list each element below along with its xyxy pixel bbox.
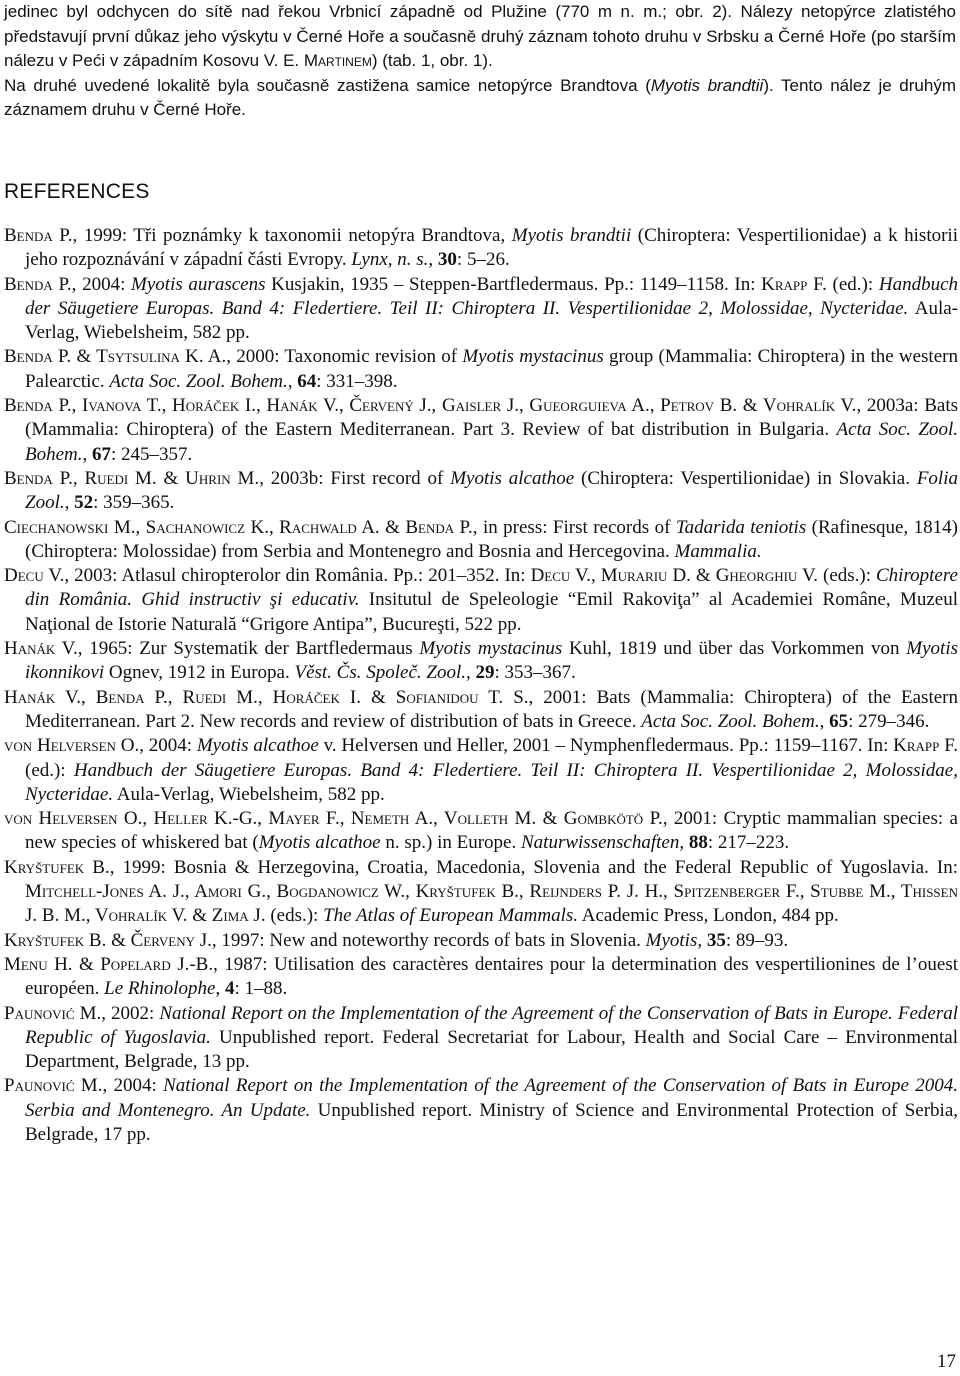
reference-item: Benda P., Ivanova T., Horáček I., Hanák V., Červený J., Gaisler J., Gueorguieva A., Petrov B. & Vohralík V., 2003a: Bats (Mammalia: Chiroptera) of the Eastern Mediterranean. Part 3. Review of bat distribution in Bulgaria. Acta Soc. Zool. Bohem., 67: 245–357. xyxy=(4,395,959,465)
reference-item: Kryštufek B. & Červeny J., 1997: New and noteworthy records of bats in Slovenia. Myotis, 35: 89–93. xyxy=(4,929,789,951)
reference-item: Benda P., 1999: Tři poznámky k taxonomii netopýra Brandtova, Myotis brandtii (Chiroptera: Vespertilionidae) a k historii jeho rozpoznávání v západní části Evropy. Lynx, n. s., 30: 5–26. xyxy=(4,225,958,271)
reference-item: Ciechanowski M., Sachanowicz K., Rachwald A. & Benda P., in press: First records of Tadarida teniotis (Rafinesque, 1814) (Chiroptera: Molossidae) from Serbia and Montenegro and Bosnia and Hercegovina. Mammalia. xyxy=(4,516,958,562)
intro-paragraph-1: jedinec byl odchycen do sítě nad řekou Vrbnicí západně od Plužine (770 m n. m.; obr. 2). Nálezy netopýrce zlatistého představují první důkaz jeho výskytu v Černé Hoře a současně druhý záznam tohoto druhu v Srbsku a Černé Hoře (po starším nálezu v Peći v západním Kosovu V. E. Martinem) (tab. 1, obr. 1). xyxy=(4,2,956,71)
reference-item: von Helversen O., 2004: Myotis alcathoe v. Helversen und Heller, 2001 – Nymphenfledermaus. Pp.: 1159–1167. In: Krapp F. (ed.): Handbuch der Säugetiere Europas. Band 4: Fledertiere. Teil II: Chiroptera II. Vespertilionidae 2, Molossidae, Nycteridae. Aula-Verlag, Wiebelsheim, 582 pp. xyxy=(4,735,958,805)
reference-item: Menu H. & Popelard J.-B., 1987: Utilisation des caractères dentaires pour la determination des vespertilionines de l’ouest européen. Le Rhinolophe, 4: 1–88. xyxy=(4,953,958,1000)
references-heading: REFERENCES xyxy=(4,180,150,203)
reference-item: von Helversen O., Heller K.-G., Mayer F., Nemeth A., Volleth M. & Gombkötö P., 2001: Cryptic mammalian species: a new species of whiskered bat (Myotis alcathoe n. sp.) in Europe. Naturwissenschaften, 88: 217–223. xyxy=(4,808,958,854)
reference-item: Benda P. & Tsytsulina K. A., 2000: Taxonomic revision of Myotis mystacinus group (Mammalia: Chiroptera) in the western Palearctic. Acta Soc. Zool. Bohem., 64: 331–398. xyxy=(4,346,958,392)
species-name: Myotis brandtii xyxy=(650,75,764,95)
intro-text xyxy=(4,0,956,123)
reference-item: Decu V., 2003: Atlasul chiropterolor din România. Pp.: 201–352. In: Decu V., Murariu D. & Gheorghiu V. (eds.): Chiroptere din România. Ghid instructiv şi educativ. Insitutul de Speleologie “Emil Rakoviţa” al Academiei Române, Muzeul Naţional de Istorie Naturală “Grigore Antipa”, Bucureşti, 522 pp. xyxy=(4,565,958,635)
reference-item: Paunović M., 2004: National Report on the Implementation of the Agreement of the Conservation of Bats in Europe 2004. Serbia and Montenegro. An Update. Unpublished report. Ministry of Science and Environmental Protection of Serbia, Belgrade, 17 pp. xyxy=(4,1075,959,1145)
reference-item: Benda P., Ruedi M. & Uhrin M., 2003b: First record of Myotis alcathoe (Chiroptera: Vespertilionidae) in Slovakia. Folia Zool., 52: 359–365. xyxy=(4,467,958,514)
intro-paragraph-2: Na druhé uvedené lokalitě byla současně zastižena samice netopýrce Brandtova (Myotis brandtii). Tento nález je druhým záznamem druhu v Černé Hoře. xyxy=(4,75,956,120)
reference-item: Kryštufek B., 1999: Bosnia & Herzegovina, Croatia, Macedonia, Slovenia and the Federal Republic of Yugoslavia. In: Mitchell-Jones A. J., Amori G., Bogdanowicz W., Kryštufek B., Reijnders P. J. H., Spitzenberger F., Stubbe M., Thissen J. B. M., Vohralík V. & Zima J. (eds.): The Atlas of European Mammals. Academic Press, London, 484 pp. xyxy=(4,856,959,927)
reference-list xyxy=(4,224,958,1147)
reference-item: Paunović M., 2002: National Report on the Implementation of the Agreement of the Conservation of Bats in Europe. Federal Republic of Yugoslavia. Unpublished report. Federal Secretariat for Labour, Health and Social Care – Environmental Department, Belgrade, 13 pp. xyxy=(4,1002,959,1073)
page-number: 17 xyxy=(937,1351,956,1372)
reference-item: Hanák V., Benda P., Ruedi M., Horáček I. & Sofianidou T. S., 2001: Bats (Mammalia: Chiroptera) of the Eastern Mediterranean. Part 2. New records and review of distribution of bats in Greece. Acta Soc. Zool. Bohem., 65: 279–346. xyxy=(4,686,958,732)
reference-item: Hanák V., 1965: Zur Systematik der Bartfledermaus Myotis mystacinus Kuhl, 1819 und über das Vorkommen von Myotis ikonnikovi Ognev, 1912 in Europa. Věst. Čs. Společ. Zool., 29: 353–367. xyxy=(4,638,958,684)
reference-item: Benda P., 2004: Myotis aurascens Kusjakin, 1935 – Steppen-Bartfledermaus. Pp.: 1149–1158. In: Krapp F. (ed.): Handbuch der Säugetiere Europas. Band 4: Fledertiere. Teil II: Chiroptera II. Vespertilionidae 2, Molossidae, Nycteridae. Aula-Verlag, Wiebelsheim, 582 pp. xyxy=(4,273,958,344)
author-name: Martinem xyxy=(303,51,372,71)
